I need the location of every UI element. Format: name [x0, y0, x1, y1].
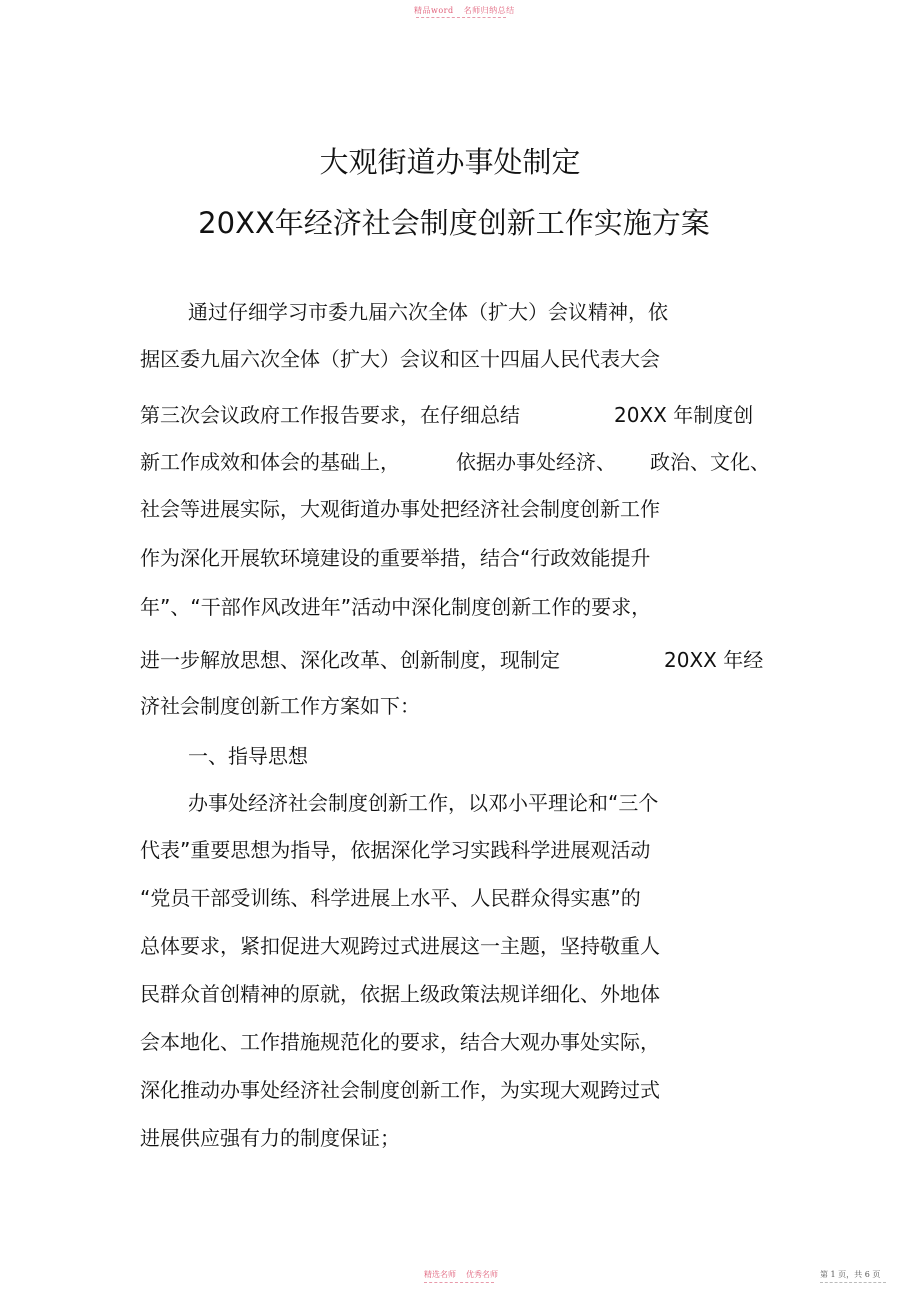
body-line: 年”、“干部作风改进年”活动中深化制度创新工作的要求， — [140, 595, 652, 619]
body-line: 会本地化、工作措施规范化的要求，结合大观办事处实际， — [140, 1030, 660, 1054]
section-heading: 一、指导思想 — [188, 744, 308, 768]
body-line: 通过仔细学习市委九届六次全体（扩大）会议精神，依 — [188, 300, 668, 324]
header-watermark-left: 精品word — [414, 6, 454, 15]
footer-watermark — [424, 1269, 498, 1280]
header-watermark — [414, 5, 515, 16]
footer-dotted-rule-left — [424, 1282, 494, 1283]
body-line: 办事处经济社会制度创新工作，以邓小平理论和“三个 — [188, 791, 659, 815]
page-number: 第 1 页，共 6 页 — [820, 1270, 881, 1279]
body-line: 20XX 年制度创 — [614, 403, 754, 427]
body-line: 进一步解放思想、深化改革、创新制度，现制定 — [140, 648, 560, 672]
body-line: “党员干部受训练、科学进展上水平、人民群众得实惠”的 — [140, 886, 641, 910]
body-line: 政治、文化、 — [650, 450, 770, 474]
body-line: 社会等进展实际，大观街道办事处把经济社会制度创新工作 — [140, 497, 660, 521]
body-line: 民群众首创精神的原就，依据上级政策法规详细化、外地体 — [140, 982, 660, 1006]
body-line: 20XX 年经 — [664, 648, 764, 672]
header-dotted-rule — [416, 17, 506, 18]
body-line: 代表”重要思想为指导，依据深化学习实践科学进展观活动 — [140, 838, 651, 862]
body-line: 第三次会议政府工作报告要求，在仔细总结 — [140, 403, 520, 427]
body-line: 进展供应强有力的制度保证； — [140, 1126, 400, 1150]
footer-dotted-rule-right — [820, 1282, 886, 1283]
body-line: 济社会制度创新工作方案如下： — [140, 694, 420, 718]
body-line: 作为深化开展软环境建设的重要举措，结合“行政效能提升 — [140, 546, 651, 570]
document-title-line-2: 20XX年经济社会制度创新工作实施方案 — [198, 206, 710, 240]
body-line: 新工作成效和体会的基础上， — [140, 450, 400, 474]
body-line: 据区委九届六次全体（扩大）会议和区十四届人民代表大会 — [140, 347, 660, 371]
body-line: 深化推动办事处经济社会制度创新工作，为实现大观跨过式 — [140, 1078, 660, 1102]
footer-watermark-left: 精选名师 — [424, 1270, 456, 1279]
document-title-line-1: 大观街道办事处制定 — [319, 145, 581, 179]
body-line: 依据办事处经济、 — [456, 450, 616, 474]
footer-watermark-right: 优秀名师 — [466, 1270, 498, 1279]
header-watermark-right: 名师归纳总结 — [463, 6, 515, 15]
body-line: 总体要求，紧扣促进大观跨过式进展这一主题，坚持敬重人 — [140, 934, 660, 958]
